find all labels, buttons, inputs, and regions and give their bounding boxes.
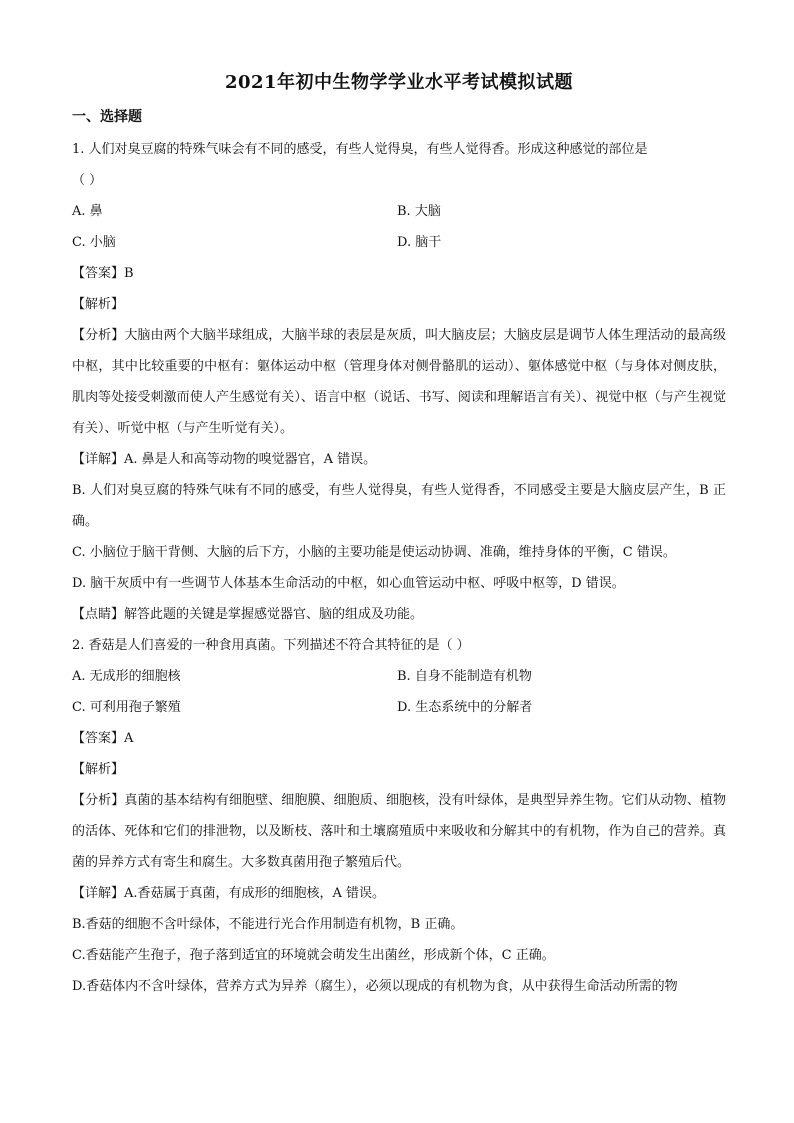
q2-option-d: D. 生态系统中的分解者 [397,700,533,715]
q1-options [72,196,726,258]
q2-option-a: A. 无成形的细胞核 [72,669,181,684]
q2-detail-b: B.香菇的细胞不含叶绿体，不能进行光合作用制造有机物，B 正确。 [72,917,464,932]
q1-stem: 1. 人们对臭豆腐的特殊气味会有不同的感受，有些人觉得臭，有些人觉得香。形成这种感觉的部位是 [72,142,648,157]
q2-options [72,661,726,723]
q1-detail-d: D. 脑干灰质中有一些调节人体基本生命活动的中枢，如心血管运动中枢、呼吸中枢等，D 错误。 [72,576,625,591]
question-2 [72,630,726,1002]
q2-detail-c: C.香菇能产生孢子，孢子落到适宜的环境就会萌发生出菌丝，形成新个体，C 正确。 [72,948,555,963]
q1-option-d: D. 脑干 [397,235,442,250]
q1-analysis: 【分析】大脑由两个大脑半球组成，大脑半球的表层是灰质，叫大脑皮层；大脑皮层是调节人体生理活动的最高级中枢，其中比较重要的中枢有：躯体运动中枢（管理身体对侧骨骼肌的运动）、躯体感觉中枢（与身体对侧皮肤，肌肉等处接受刺激而使人产生感觉有关）、语言中枢（说话、书写、阅读和理解语言有关）、视觉中枢（与产生视觉有关）、听觉中枢（与产生听觉有关）。 [72,328,726,436]
q1-detail-b: B. 人们对臭豆腐的特殊气味有不同的感受，有些人觉得臭，有些人觉得香，不同感受主要是大脑皮层产生，B 正确。 [72,483,726,529]
question-1 [72,134,726,630]
q1-option-a: A. 鼻 [72,204,103,219]
q1-option-b: B. 大脑 [397,204,441,219]
document-page [72,70,726,1002]
page-title: 2021年初中生物学学业水平考试模拟试题 [224,72,574,93]
q2-analysis: 【分析】真菌的基本结构有细胞壁、细胞膜、细胞质、细胞核，没有叶绿体，是典型异养生物。它们从动物、植物的活体、死体和它们的排泄物，以及断枝、落叶和土壤腐殖质中来吸收和分解其中的有机物，作为自己的营养。真菌的异养方式有寄生和腐生。大多数真菌用孢子繁殖后代。 [72,793,726,870]
q2-option-b: B. 自身不能制造有机物 [397,669,532,684]
q2-detail-d: D.香菇体内不含叶绿体，营养方式为异养（腐生），必须以现成的有机物为食，从中获得生命活动所需的物 [72,979,678,994]
q2-stem: 2. 香菇是人们喜爱的一种食用真菌。下列描述不符合其特征的是（ ） [72,638,470,653]
q2-detail-a: 【详解】A.香菇属于真菌，有成形的细胞核，A 错误。 [72,886,386,901]
q1-detail-a: 【详解】A. 鼻是人和高等动物的嗅觉器官，A 错误。 [72,452,377,467]
q1-blank: （ ） [72,173,103,188]
q2-answer: 【答案】A [72,731,134,746]
q2-analysis-label: 【解析】 [72,762,125,777]
q1-analysis-label: 【解析】 [72,297,125,312]
q1-option-c: C. 小脑 [72,235,116,250]
q2-option-c: C. 可利用孢子繁殖 [72,700,181,715]
section-heading: 一、选择题 [72,109,142,125]
q1-detail-c: C. 小脑位于脑干背侧、大脑的后下方，小脑的主要功能是使运动协调、准确，维持身体的平衡，C 错误。 [72,545,676,560]
q1-answer: 【答案】B [72,266,134,281]
q1-tip: 【点睛】解答此题的关键是掌握感觉器官、脑的组成及功能。 [72,607,424,622]
